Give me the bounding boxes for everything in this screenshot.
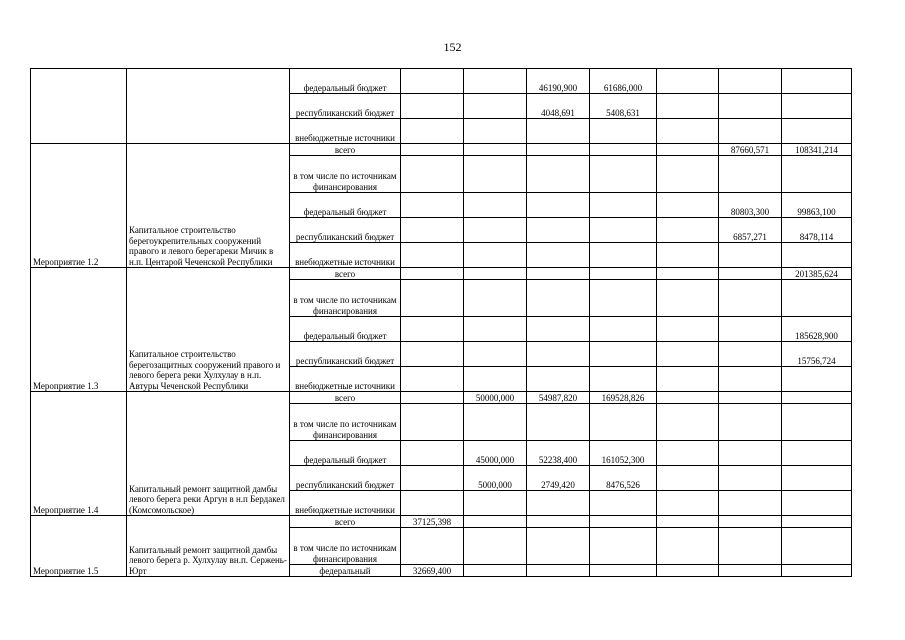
amount-cell — [401, 218, 464, 243]
amount-cell — [527, 565, 590, 577]
funding-source-cell: внебюджетные источники — [290, 491, 401, 516]
description-cell — [127, 69, 290, 144]
amount-cell — [527, 342, 590, 367]
funding-source-cell: внебюджетные источники — [290, 367, 401, 392]
amount-cell — [464, 268, 527, 280]
amount-cell — [657, 317, 719, 342]
amount-cell — [719, 367, 782, 392]
amount-cell — [657, 268, 719, 280]
funding-source-cell: в том числе по источникам финансирования — [290, 528, 401, 565]
funding-source-cell: внебюджетные источники — [290, 243, 401, 268]
amount-cell: 61686,000 — [590, 69, 657, 94]
amount-cell — [590, 243, 657, 268]
amount-cell: 37125,398 — [401, 516, 464, 528]
table-row — [31, 516, 852, 528]
amount-cell — [719, 69, 782, 94]
amount-cell — [657, 144, 719, 156]
amount-cell — [401, 156, 464, 193]
amount-cell — [464, 193, 527, 218]
amount-cell — [719, 441, 782, 466]
amount-cell — [657, 69, 719, 94]
financing-table — [30, 68, 852, 577]
amount-cell — [657, 441, 719, 466]
amount-cell — [590, 491, 657, 516]
amount-cell — [527, 317, 590, 342]
amount-cell: 15756,724 — [782, 342, 852, 367]
amount-cell — [464, 119, 527, 144]
amount-cell: 2749,420 — [527, 466, 590, 491]
amount-cell — [657, 466, 719, 491]
activity-cell: Мероприятие 1.5 — [31, 516, 127, 577]
amount-cell — [527, 404, 590, 441]
amount-cell: 46190,900 — [527, 69, 590, 94]
amount-cell: 108341,214 — [782, 144, 852, 156]
amount-cell — [782, 392, 852, 404]
amount-cell — [719, 342, 782, 367]
amount-cell — [401, 193, 464, 218]
amount-cell — [527, 218, 590, 243]
amount-cell — [527, 156, 590, 193]
amount-cell — [527, 528, 590, 565]
amount-cell: 32669,400 — [401, 565, 464, 577]
amount-cell: 169528,826 — [590, 392, 657, 404]
amount-cell — [401, 528, 464, 565]
amount-cell — [464, 317, 527, 342]
amount-cell — [464, 565, 527, 577]
amount-cell — [657, 342, 719, 367]
amount-cell — [657, 491, 719, 516]
funding-source-cell: федеральный бюджет — [290, 441, 401, 466]
amount-cell — [719, 317, 782, 342]
amount-cell: 201385,624 — [782, 268, 852, 280]
amount-cell — [464, 404, 527, 441]
amount-cell — [657, 119, 719, 144]
amount-cell — [719, 528, 782, 565]
amount-cell — [782, 94, 852, 119]
funding-source-cell: всего — [290, 516, 401, 528]
amount-cell: 54987,820 — [527, 392, 590, 404]
table-row — [31, 392, 852, 404]
funding-source-cell: республиканский бюджет — [290, 342, 401, 367]
amount-cell: 161052,300 — [590, 441, 657, 466]
amount-cell — [464, 280, 527, 317]
amount-cell — [590, 342, 657, 367]
description-cell: Капитальное строительство берегоукрепительных сооружений правого и левого берегареки Мичик в н.п. Центарой Чеченской Республики — [127, 144, 290, 268]
activity-cell: Мероприятие 1.2 — [31, 144, 127, 268]
amount-cell — [719, 119, 782, 144]
funding-source-cell: федеральный бюджет — [290, 317, 401, 342]
amount-cell: 80803,300 — [719, 193, 782, 218]
amount-cell — [657, 565, 719, 577]
amount-cell — [782, 69, 852, 94]
amount-cell — [719, 94, 782, 119]
amount-cell — [464, 516, 527, 528]
amount-cell — [527, 268, 590, 280]
amount-cell — [464, 156, 527, 193]
activity-cell: Мероприятие 1.3 — [31, 268, 127, 392]
amount-cell — [464, 367, 527, 392]
amount-cell — [401, 491, 464, 516]
funding-source-cell: в том числе по источникам финансирования — [290, 280, 401, 317]
amount-cell — [782, 565, 852, 577]
amount-cell — [527, 491, 590, 516]
amount-cell — [527, 243, 590, 268]
amount-cell — [401, 404, 464, 441]
amount-cell — [657, 218, 719, 243]
amount-cell — [464, 94, 527, 119]
amount-cell: 52238,400 — [527, 441, 590, 466]
funding-source-cell: республиканский бюджет — [290, 466, 401, 491]
amount-cell: 8478,114 — [782, 218, 852, 243]
amount-cell — [782, 491, 852, 516]
amount-cell — [464, 218, 527, 243]
amount-cell — [719, 156, 782, 193]
amount-cell — [782, 280, 852, 317]
amount-cell — [401, 119, 464, 144]
amount-cell — [657, 156, 719, 193]
amount-cell — [719, 516, 782, 528]
amount-cell — [590, 156, 657, 193]
amount-cell — [719, 565, 782, 577]
description-cell: Капитальное строительство берегозащитных сооружений правого и левого берега реки Хулхулау в н.п. Автуры Чеченской Республики — [127, 268, 290, 392]
amount-cell — [401, 317, 464, 342]
amount-cell — [527, 144, 590, 156]
amount-cell: 6857,271 — [719, 218, 782, 243]
amount-cell — [590, 516, 657, 528]
description-cell: Капитальный ремонт защитной дамбы левого берега р. Хулхулау вн.п. Сержень-Юрт — [127, 516, 290, 577]
amount-cell — [527, 516, 590, 528]
funding-source-cell: республиканский бюджет — [290, 218, 401, 243]
amount-cell — [401, 392, 464, 404]
amount-cell: 50000,000 — [464, 392, 527, 404]
amount-cell — [657, 367, 719, 392]
amount-cell — [464, 528, 527, 565]
amount-cell — [782, 528, 852, 565]
amount-cell: 87660,571 — [719, 144, 782, 156]
amount-cell — [719, 268, 782, 280]
amount-cell — [401, 69, 464, 94]
amount-cell — [657, 243, 719, 268]
funding-source-cell: федеральный бюджет — [290, 193, 401, 218]
amount-cell — [527, 280, 590, 317]
amount-cell — [719, 491, 782, 516]
amount-cell — [401, 441, 464, 466]
amount-cell — [464, 243, 527, 268]
amount-cell: 5000,000 — [464, 466, 527, 491]
amount-cell — [657, 280, 719, 317]
amount-cell — [401, 342, 464, 367]
amount-cell: 99863,100 — [782, 193, 852, 218]
amount-cell — [782, 404, 852, 441]
amount-cell — [527, 367, 590, 392]
amount-cell — [401, 367, 464, 392]
amount-cell — [401, 94, 464, 119]
amount-cell — [590, 317, 657, 342]
amount-cell — [782, 156, 852, 193]
funding-source-cell: федеральный бюджет — [290, 69, 401, 94]
funding-source-cell: внебюджетные источники — [290, 119, 401, 144]
amount-cell — [719, 243, 782, 268]
amount-cell — [782, 119, 852, 144]
amount-cell: 45000,000 — [464, 441, 527, 466]
amount-cell — [401, 268, 464, 280]
amount-cell — [719, 404, 782, 441]
amount-cell — [657, 94, 719, 119]
amount-cell — [590, 367, 657, 392]
table-row — [31, 144, 852, 156]
amount-cell — [401, 243, 464, 268]
amount-cell — [590, 280, 657, 317]
amount-cell — [590, 404, 657, 441]
table-row — [31, 268, 852, 280]
amount-cell — [527, 193, 590, 218]
amount-cell — [657, 528, 719, 565]
amount-cell — [719, 280, 782, 317]
funding-source-cell: всего — [290, 144, 401, 156]
amount-cell — [657, 193, 719, 218]
amount-cell — [782, 466, 852, 491]
amount-cell — [590, 193, 657, 218]
funding-source-cell: всего — [290, 268, 401, 280]
amount-cell: 8476,526 — [590, 466, 657, 491]
amount-cell — [657, 404, 719, 441]
description-cell: Капитальный ремонт защитной дамбы левого берега реки Аргун в н.п Бердакел (Комсомольское) — [127, 392, 290, 516]
amount-cell — [782, 243, 852, 268]
funding-source-cell: в том числе по источникам финансирования — [290, 156, 401, 193]
amount-cell — [657, 392, 719, 404]
amount-cell — [590, 528, 657, 565]
amount-cell — [401, 280, 464, 317]
amount-cell — [719, 466, 782, 491]
amount-cell — [782, 516, 852, 528]
amount-cell — [590, 218, 657, 243]
amount-cell — [590, 144, 657, 156]
funding-source-cell: всего — [290, 392, 401, 404]
table-row — [31, 69, 852, 94]
amount-cell: 5408,631 — [590, 94, 657, 119]
page-number: 152 — [443, 40, 462, 54]
amount-cell — [782, 441, 852, 466]
activity-cell: Мероприятие 1.4 — [31, 392, 127, 516]
amount-cell — [527, 119, 590, 144]
amount-cell — [590, 119, 657, 144]
amount-cell — [464, 69, 527, 94]
amount-cell — [401, 144, 464, 156]
funding-source-cell: федеральный — [290, 565, 401, 577]
amount-cell: 185628,900 — [782, 317, 852, 342]
amount-cell — [401, 466, 464, 491]
amount-cell — [657, 516, 719, 528]
amount-cell — [464, 342, 527, 367]
activity-cell — [31, 69, 127, 144]
funding-source-cell: республиканский бюджет — [290, 94, 401, 119]
funding-source-cell: в том числе по источникам финансирования — [290, 404, 401, 441]
amount-cell: 4048,691 — [527, 94, 590, 119]
amount-cell — [464, 144, 527, 156]
amount-cell — [782, 367, 852, 392]
amount-cell — [590, 565, 657, 577]
amount-cell — [590, 268, 657, 280]
amount-cell — [719, 392, 782, 404]
amount-cell — [464, 491, 527, 516]
